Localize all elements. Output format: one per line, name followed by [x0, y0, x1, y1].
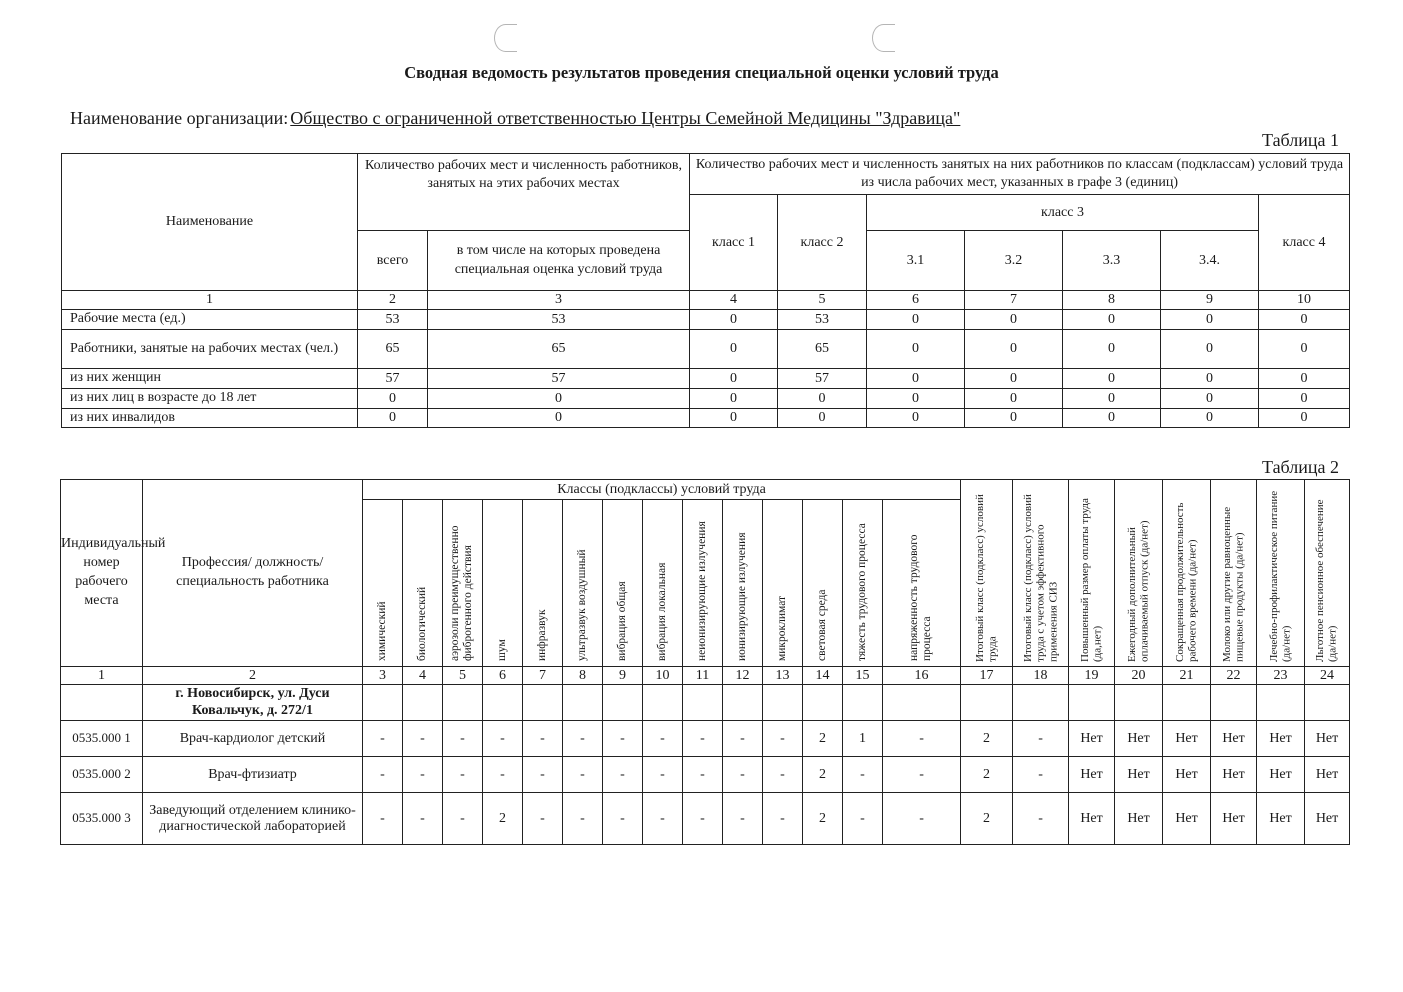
- guarantee-value: Нет: [1305, 757, 1350, 793]
- col-number: 6: [483, 667, 523, 685]
- factor-class: -: [443, 757, 483, 793]
- factor-class: -: [443, 793, 483, 845]
- table1-header-assessed: в том числе на которых проведена специальная оценка условий труда: [428, 231, 690, 291]
- cell: 0: [867, 389, 965, 409]
- organization-name: Общество с ограниченной ответственностью Центры Семейной Медицины "Здравица": [290, 108, 961, 128]
- cell: 0: [1063, 389, 1161, 409]
- final-class: 2: [961, 757, 1013, 793]
- factor-biological: биологический: [403, 500, 443, 667]
- factor-class: -: [763, 721, 803, 757]
- factor-ionizing: ионизирующие излучения: [723, 500, 763, 667]
- workplace-id: 0535.000 2: [61, 757, 143, 793]
- table1-header-c34: 3.4.: [1161, 231, 1259, 291]
- factor-class: -: [883, 793, 961, 845]
- summary-table: [61, 153, 1350, 428]
- table-row: [61, 721, 1350, 757]
- guarantee-value: Нет: [1305, 721, 1350, 757]
- col-number: 2: [358, 291, 428, 310]
- cell: 57: [778, 369, 867, 389]
- factor-class: -: [643, 721, 683, 757]
- guarantee-value: Нет: [1115, 721, 1163, 757]
- table1-header-class1: класс 1: [690, 195, 778, 291]
- table-row: [61, 757, 1350, 793]
- factor-class: -: [363, 793, 403, 845]
- table1-header-c31: 3.1: [867, 231, 965, 291]
- factor-noise: шум: [483, 500, 523, 667]
- final-class-ppe: -: [1013, 721, 1069, 757]
- col-number: 21: [1163, 667, 1211, 685]
- cell: 65: [358, 330, 428, 369]
- profession-name: Заведующий отделением клинико-диагностической лабораторией: [143, 793, 363, 845]
- cell: 0: [1259, 330, 1350, 369]
- factor-class: -: [843, 793, 883, 845]
- col-number: 1: [62, 291, 358, 310]
- guarantee-value: Нет: [1257, 757, 1305, 793]
- final-class-ppe: -: [1013, 793, 1069, 845]
- factor-class: -: [723, 793, 763, 845]
- table1-header-total: всего: [358, 231, 428, 291]
- organization-label: Наименование организации:: [70, 108, 289, 128]
- factor-class: 1: [843, 721, 883, 757]
- col-number: 9: [1161, 291, 1259, 310]
- cell: 53: [358, 310, 428, 330]
- factor-class: -: [683, 721, 723, 757]
- factor-class: -: [443, 721, 483, 757]
- cell: 0: [778, 409, 867, 428]
- cell: 0: [690, 310, 778, 330]
- factor-class: 2: [483, 793, 523, 845]
- factor-class: -: [723, 721, 763, 757]
- factor-class: -: [723, 757, 763, 793]
- table1-header-c32: 3.2: [965, 231, 1063, 291]
- factor-class: -: [763, 793, 803, 845]
- cell: 0: [1161, 389, 1259, 409]
- organization-line: [70, 108, 960, 129]
- cell: 0: [690, 330, 778, 369]
- table2-header-milk: Молоко или другие равноценные пищевые продукты (да/нет): [1211, 480, 1257, 667]
- cell: 0: [1161, 369, 1259, 389]
- col-number: 9: [603, 667, 643, 685]
- guarantee-value: Нет: [1257, 721, 1305, 757]
- workplace-table: [60, 479, 1350, 845]
- factor-infrasound: инфразвук: [523, 500, 563, 667]
- final-class-ppe: -: [1013, 757, 1069, 793]
- factor-class: -: [363, 757, 403, 793]
- row-label: Рабочие места (ед.): [62, 310, 358, 330]
- table2-caption: Таблица 2: [1262, 457, 1339, 477]
- table-row: [62, 310, 1350, 330]
- cell: 0: [358, 389, 428, 409]
- col-number: 8: [1063, 291, 1161, 310]
- cell: 0: [428, 389, 690, 409]
- col-number: 17: [961, 667, 1013, 685]
- cell: 0: [867, 330, 965, 369]
- factor-nonionizing: неионизирующие излучения: [683, 500, 723, 667]
- table2-header-id: Индивидуальный номер рабочего места: [61, 480, 143, 667]
- cell: 0: [1161, 330, 1259, 369]
- factor-class: -: [523, 757, 563, 793]
- col-number: 18: [1013, 667, 1069, 685]
- factor-class: -: [403, 793, 443, 845]
- factor-class: -: [683, 793, 723, 845]
- factor-vibration-local: вибрация локальная: [643, 500, 683, 667]
- guarantee-value: Нет: [1115, 793, 1163, 845]
- factor-class: -: [483, 757, 523, 793]
- cell: 0: [1063, 330, 1161, 369]
- table1-header-c33: 3.3: [1063, 231, 1161, 291]
- table1-header-name: Наименование: [62, 154, 358, 291]
- table-row: [62, 389, 1350, 409]
- factor-class: 2: [803, 757, 843, 793]
- factor-class: -: [603, 757, 643, 793]
- col-number: 20: [1115, 667, 1163, 685]
- col-number: 14: [803, 667, 843, 685]
- punch-hole-mark: [872, 24, 895, 52]
- cell: 0: [1259, 389, 1350, 409]
- cell: 0: [778, 389, 867, 409]
- factor-class: -: [563, 793, 603, 845]
- final-class: 2: [961, 793, 1013, 845]
- col-number: 7: [965, 291, 1063, 310]
- col-number: 24: [1305, 667, 1350, 685]
- factor-vibration-general: вибрация общая: [603, 500, 643, 667]
- cell: 53: [778, 310, 867, 330]
- col-number: 10: [643, 667, 683, 685]
- document-title: Сводная ведомость результатов проведения специальной оценки условий труда: [404, 63, 999, 82]
- guarantee-value: Нет: [1305, 793, 1350, 845]
- factor-class: -: [883, 721, 961, 757]
- table1-header-class3: класс 3: [867, 195, 1259, 231]
- factor-class: -: [603, 721, 643, 757]
- cell: 0: [1063, 369, 1161, 389]
- cell: 53: [428, 310, 690, 330]
- guarantee-value: Нет: [1069, 793, 1115, 845]
- cell: 0: [1063, 310, 1161, 330]
- table1-header-class4: класс 4: [1259, 195, 1350, 291]
- row-label: Работники, занятые на рабочих местах (чел.): [62, 330, 358, 369]
- factor-class: -: [643, 757, 683, 793]
- guarantee-value: Нет: [1163, 721, 1211, 757]
- cell: 0: [690, 409, 778, 428]
- factor-class: -: [363, 721, 403, 757]
- cell: 0: [428, 409, 690, 428]
- factor-class: -: [563, 721, 603, 757]
- cell: 0: [1063, 409, 1161, 428]
- punch-hole-mark: [494, 24, 517, 52]
- col-number: 23: [1257, 667, 1305, 685]
- factor-microclimate: микроклимат: [763, 500, 803, 667]
- cell: 0: [867, 409, 965, 428]
- col-number: 19: [1069, 667, 1115, 685]
- cell: 65: [778, 330, 867, 369]
- cell: 0: [1161, 409, 1259, 428]
- table1-header-class2: класс 2: [778, 195, 867, 291]
- col-number: 4: [690, 291, 778, 310]
- row-label: из них инвалидов: [62, 409, 358, 428]
- table1-header-group-a: Количество рабочих мест и численность работников, занятых на этих рабочих местах: [358, 154, 690, 231]
- cell: 0: [965, 369, 1063, 389]
- table2-header-reduced-hours: Сокращенная продолжительность рабочего времени (да/нет): [1163, 480, 1211, 667]
- cell: 0: [1161, 310, 1259, 330]
- col-number: 6: [867, 291, 965, 310]
- table2-column-numbers: [61, 667, 1350, 685]
- guarantee-value: Нет: [1069, 757, 1115, 793]
- factor-class: -: [763, 757, 803, 793]
- row-label: из них лиц в возрасте до 18 лет: [62, 389, 358, 409]
- col-number: 12: [723, 667, 763, 685]
- col-number: 10: [1259, 291, 1350, 310]
- table1-column-numbers: [62, 291, 1350, 310]
- table2-header-final-class: Итоговый класс (подкласс) условий труда: [961, 480, 1013, 667]
- location-row: [61, 685, 1350, 721]
- col-number: 5: [778, 291, 867, 310]
- col-number: 13: [763, 667, 803, 685]
- profession-name: Врач-фтизиатр: [143, 757, 363, 793]
- workplace-id: 0535.000 1: [61, 721, 143, 757]
- cell: [61, 685, 143, 721]
- factor-class: -: [483, 721, 523, 757]
- factor-class: 2: [803, 793, 843, 845]
- col-number: 11: [683, 667, 723, 685]
- location-label: г. Новосибирск, ул. Дуси Ковальчук, д. 272/1: [143, 685, 363, 721]
- cell: 0: [867, 310, 965, 330]
- cell: 0: [965, 330, 1063, 369]
- col-number: 2: [143, 667, 363, 685]
- col-number: 15: [843, 667, 883, 685]
- cell: 0: [358, 409, 428, 428]
- table2-header-therapeutic-food: Лечебно-профилактическое питание (да/нет): [1257, 480, 1305, 667]
- table-row: [62, 330, 1350, 369]
- cell: 0: [690, 389, 778, 409]
- factor-aerosols: аэрозоли преимущественно фиброгенного действия: [443, 500, 483, 667]
- workplace-id: 0535.000 3: [61, 793, 143, 845]
- factor-class: -: [883, 757, 961, 793]
- factor-work-severity: тяжесть трудового процесса: [843, 500, 883, 667]
- col-number: 4: [403, 667, 443, 685]
- table2-header-pension: Льготное пенсионное обеспечение (да/нет): [1305, 480, 1350, 667]
- guarantee-value: Нет: [1115, 757, 1163, 793]
- cell: 57: [358, 369, 428, 389]
- table2-header-classes-group: Классы (подклассы) условий труда: [363, 480, 961, 500]
- table-row: [61, 793, 1350, 845]
- cell: 0: [965, 389, 1063, 409]
- final-class: 2: [961, 721, 1013, 757]
- cell: 0: [1259, 369, 1350, 389]
- table2-header-extra-pay: Повышенный размер оплаты труда (да,нет): [1069, 480, 1115, 667]
- cell: 0: [867, 369, 965, 389]
- factor-class: -: [563, 757, 603, 793]
- factor-class: -: [843, 757, 883, 793]
- table-row: [62, 409, 1350, 428]
- factor-class: -: [403, 757, 443, 793]
- guarantee-value: Нет: [1163, 757, 1211, 793]
- cell: 0: [690, 369, 778, 389]
- guarantee-value: Нет: [1069, 721, 1115, 757]
- table-row: [62, 369, 1350, 389]
- cell: 0: [965, 409, 1063, 428]
- factor-class: -: [603, 793, 643, 845]
- guarantee-value: Нет: [1211, 793, 1257, 845]
- guarantee-value: Нет: [1257, 793, 1305, 845]
- table1-header-group-b: Количество рабочих мест и численность занятых на них работников по классам (подклассам) условий труда из числа рабочих мест, указанных в графе 3 (единиц): [690, 154, 1350, 195]
- table2-header-extra-vacation: Ежегодный дополнительный оплачиваемый отпуск (да/нет): [1115, 480, 1163, 667]
- table2-header-final-class-ppe: Итоговый класс (подкласс) условий труда с учетом эффективного применения СИЗ: [1013, 480, 1069, 667]
- factor-class: -: [683, 757, 723, 793]
- cell: 0: [1259, 310, 1350, 330]
- factor-class: 2: [803, 721, 843, 757]
- col-number: 1: [61, 667, 143, 685]
- cell: 57: [428, 369, 690, 389]
- table2-header-profession: Профессия/ должность/ специальность работника: [143, 480, 363, 667]
- factor-class: -: [523, 721, 563, 757]
- col-number: 3: [363, 667, 403, 685]
- factor-chemical: химический: [363, 500, 403, 667]
- guarantee-value: Нет: [1211, 757, 1257, 793]
- col-number: 5: [443, 667, 483, 685]
- cell: 0: [965, 310, 1063, 330]
- row-label: из них женщин: [62, 369, 358, 389]
- factor-class: -: [403, 721, 443, 757]
- profession-name: Врач-кардиолог детский: [143, 721, 363, 757]
- factor-ultrasound: ультразвук воздушный: [563, 500, 603, 667]
- factor-lighting: световая среда: [803, 500, 843, 667]
- guarantee-value: Нет: [1163, 793, 1211, 845]
- guarantee-value: Нет: [1211, 721, 1257, 757]
- table1-caption: Таблица 1: [1262, 130, 1339, 150]
- col-number: 7: [523, 667, 563, 685]
- col-number: 3: [428, 291, 690, 310]
- col-number: 16: [883, 667, 961, 685]
- cell: 0: [1259, 409, 1350, 428]
- col-number: 8: [563, 667, 603, 685]
- factor-class: -: [523, 793, 563, 845]
- factor-work-intensity: напряженность трудового процесса: [883, 500, 961, 667]
- cell: 65: [428, 330, 690, 369]
- factor-class: -: [643, 793, 683, 845]
- col-number: 22: [1211, 667, 1257, 685]
